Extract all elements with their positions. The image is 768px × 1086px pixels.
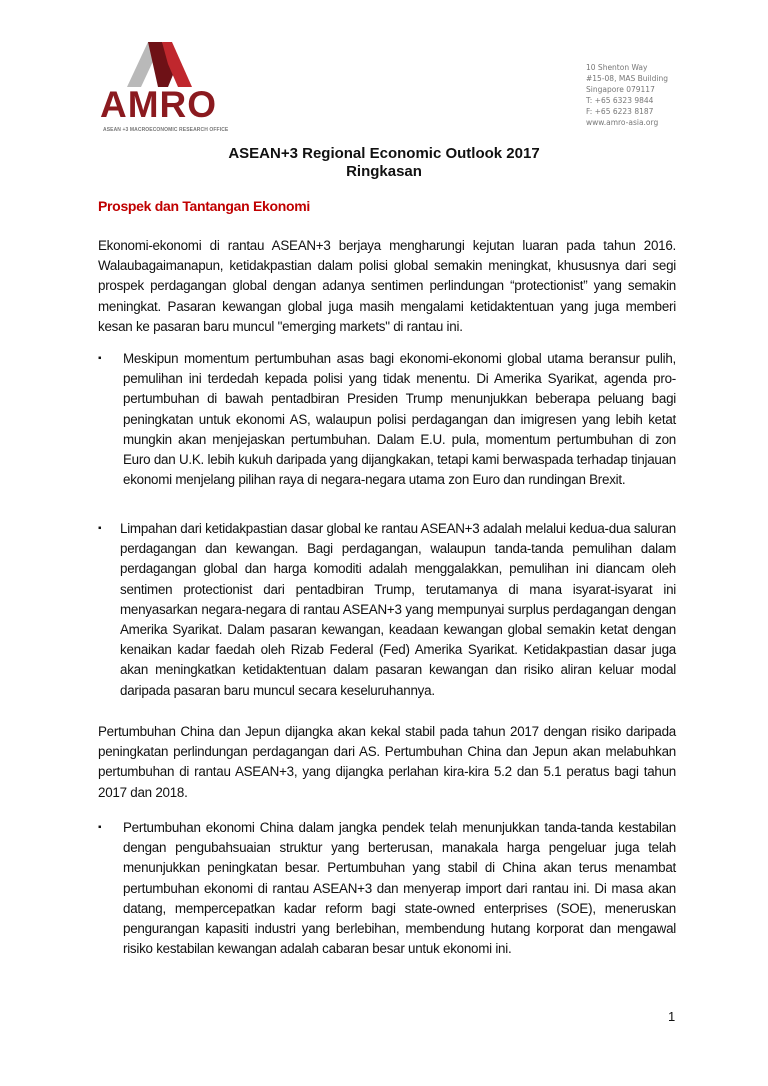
- logo-subtitle: ASEAN +3 MACROECONOMIC RESEARCH OFFICE: [103, 127, 229, 133]
- phone-line: T: +65 6323 9844: [586, 96, 654, 105]
- bullet-square-icon: ▪: [98, 523, 102, 534]
- logo-wordmark: AMRO: [100, 84, 218, 125]
- document-title-block: [0, 145, 768, 181]
- amro-logo-mark-icon: [100, 42, 250, 88]
- bullet-square-icon: ▪: [98, 353, 102, 364]
- fax-line: F: +65 6223 8187: [586, 107, 654, 116]
- section-heading: Prospek dan Tantangan Ekonomi: [98, 198, 310, 214]
- bullet-text: Meskipun momentum pertumbuhan asas bagi ekonomi-ekonomi global utama beransur pulih, pemulihan ini terdedah kepada polisi yang tidak menentu. Di Amerika Syarikat, agenda pro-pertumbuhan di bawah pentadbiran Presiden Trump menunjukkan beberapa peluang bagi peningkatan untuk ekonomi AS, walaupun polisi perdagangan dan imigresen yang lebih ketat mungkin akan menjejaskan pertumbuhan. Dalam E.U. pula, momentum pertumbuhan di zon Euro dan U.K. lebih kukuh daripada yang dijangkakan, tetapi kami berwaspada terhadap tinjauan ekonomi menjelang pilihan raya di negara-negara utama zon Euro dan rundingan Brexit.: [123, 351, 676, 488]
- intro-paragraph: Ekonomi-ekonomi di rantau ASEAN+3 berjaya mengharungi kejutan luaran pada tahun 2016. Walaubagaimanapun, ketidakpastian dalam polisi global semakin meningkat, khususnya dari segi prospek perdagangan global dengan adanya sentimen perlindungan “protectionist” yang semakin meningkat. Pasaran kewangan global juga masih mengalami ketidaktentuan yang juga memberi kesan ke pasaran baru muncul "emerging markets" di rantau ini.: [98, 238, 676, 334]
- page-number: 1: [668, 1009, 676, 1024]
- bullet-item: [98, 519, 676, 701]
- address-line: Singapore 079117: [586, 85, 655, 94]
- document-subtitle: Ringkasan: [346, 163, 422, 180]
- amro-logo: [100, 42, 250, 134]
- document-title: ASEAN+3 Regional Economic Outlook 2017: [228, 145, 540, 162]
- office-address: [586, 62, 668, 128]
- bullet-item: [98, 818, 676, 959]
- second-paragraph: Pertumbuhan China dan Jepun dijangka akan kekal stabil pada tahun 2017 dengan risiko daripada peningkatan perlindungan perdagangan dari AS. Pertumbuhan China dan Jepun akan melabuhkan pertumbuhan di rantau ASEAN+3, yang dijangka perlahan kira-kira 5.2 dan 5.1 peratus bagi tahun 2017 dan 2018.: [98, 724, 676, 800]
- website-line: www.amro-asia.org: [586, 118, 659, 127]
- bullet-square-icon: ▪: [98, 822, 102, 833]
- bullet-item: [98, 349, 676, 490]
- address-line: #15-08, MAS Building: [586, 74, 669, 83]
- bullet-text: Pertumbuhan ekonomi China dalam jangka pendek telah menunjukkan tanda-tanda kestabilan dengan pengubahsuaian struktur yang berterusan, manakala harga pengeluar juga telah menunjukkan peningkatan besar. Pertumbuhan yang stabil di China akan terus menambat pertumbuhan ekonomi di rantau ASEAN+3 dan menyerap import dari rantau ini. Di masa akan datang, mempercepatkan kadar reform bagi state-owned enterprises (SOE), meneruskan pengurangan kapasiti industri yang berlebihan, membendung hutang korporat dan mengawal risiko kestabilan kewangan adalah cabaran besar untuk ekonomi ini.: [123, 820, 676, 957]
- address-line: 10 Shenton Way: [586, 63, 648, 72]
- bullet-text: Limpahan dari ketidakpastian dasar global ke rantau ASEAN+3 adalah melalui kedua-dua saluran perdagangan dan kewangan. Bagi perdagangan, walaupun tanda-tanda pemulihan dalam perdagangan global dan harga komoditi adalah menggalakkan, pemulihan ini diancam oleh sentimen protectionist dari pentadbiran Trump, terutamanya di mana isyarat-isyarat ini menyasarkan negara-negara di rantau ASEAN+3 yang mempunyai surplus perdagangan dengan Amerika Syarikat. Dalam pasaran kewangan, keadaan kewangan global semakin ketat dengan kenaikan kadar faedah oleh Rizab Federal (Fed) Amerika Syarikat. Ketidakpastian dasar juga akan meningkatkan ketidaktentuan dalam pasaran kewangan dan risiko aliran keluar modal daripada pasaran baru muncul secara keseluruhannya.: [120, 521, 676, 698]
